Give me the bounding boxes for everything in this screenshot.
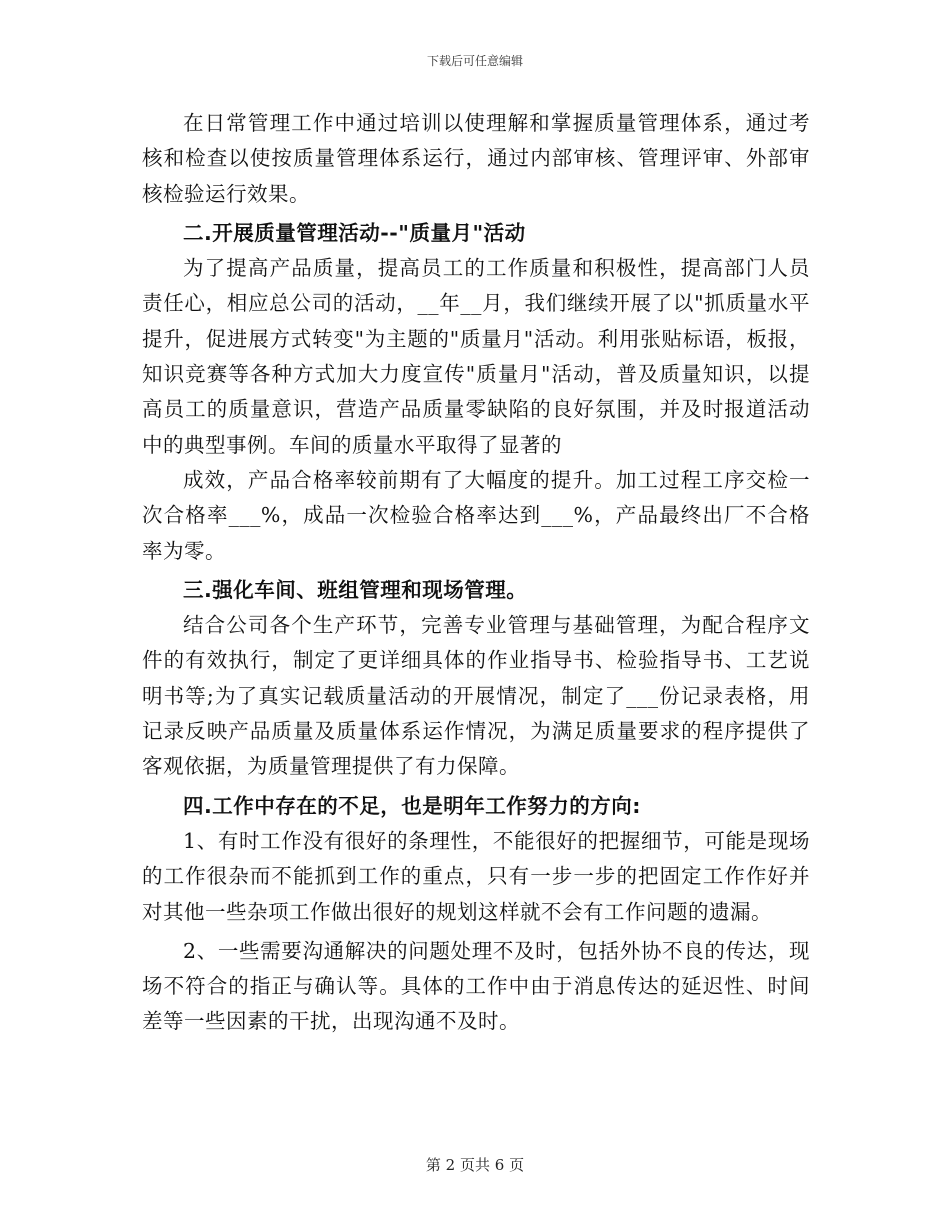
section-heading-shortcomings: 四.工作中存在的不足，也是明年工作努力的方向:: [183, 793, 641, 818]
paragraph-quality-month: 为了提高产品质量，提高员工的工作质量和积极性，提高部门人员责任心，相应总公司的活动，__年__月，我们继续开展了以"抓质量水平提升，促进展方式转变"为主题的"质量月"活动。利用张贴标语，板报，知识竞赛等各种方式加大力度宣传"质量月"活动，普及质量知识，以提高员工的质量意识，营造产品质量零缺陷的良好氛围，并及时报道活动中的典型事例。车间的质量水平取得了显著的: [142, 256, 810, 457]
section-heading-quality-month: 二.开展质量管理活动--"质量月"活动: [183, 220, 526, 245]
paragraph-shortcoming-2: 2、一些需要沟通解决的问题处理不及时，包括外协不良的传达，现场不符合的指正与确认等。具体的工作中由于消息传达的延迟性、时间差等一些因素的干扰，出现沟通不及时。: [142, 938, 810, 1034]
paragraph-workshop-management: 结合公司各个生产环节，完善专业管理与基础管理，为配合程序文件的有效执行，制定了更详细具体的作业指导书、检验指导书、工艺说明书等;为了真实记载质量活动的开展情况，制定了___份记录表格，用记录反映产品质量及质量体系运作情况，为满足质量要求的程序提供了客观依据，为质量管理提供了有力保障。: [142, 613, 810, 779]
paragraph-training: 在日常管理工作中通过培训以使理解和掌握质量管理体系，通过考核和检查以使按质量管理体系运行，通过内部审核、管理评审、外部审核检验运行效果。: [142, 111, 810, 206]
page-footer: 第 2 页共 6 页: [425, 1156, 525, 1174]
paragraph-shortcoming-1: 1、有时工作没有很好的条理性，不能很好的把握细节，可能是现场的工作很杂而不能抓到工作的重点，只有一步一步的把固定工作作好并对其他一些杂项工作做出很好的规划这样就不会有工作问题的遗漏。: [142, 828, 810, 924]
page-header: 下载后可任意编辑: [426, 54, 523, 68]
document-body: [142, 106, 810, 1040]
paragraph-results: 成效，产品合格率较前期有了大幅度的提升。加工过程工序交检一次合格率___%，成品一次检验合格率达到___%，产品最终出厂不合格率为零。: [142, 467, 810, 563]
section-heading-workshop-management: 三.强化车间、班组管理和现场管理。: [183, 577, 528, 602]
